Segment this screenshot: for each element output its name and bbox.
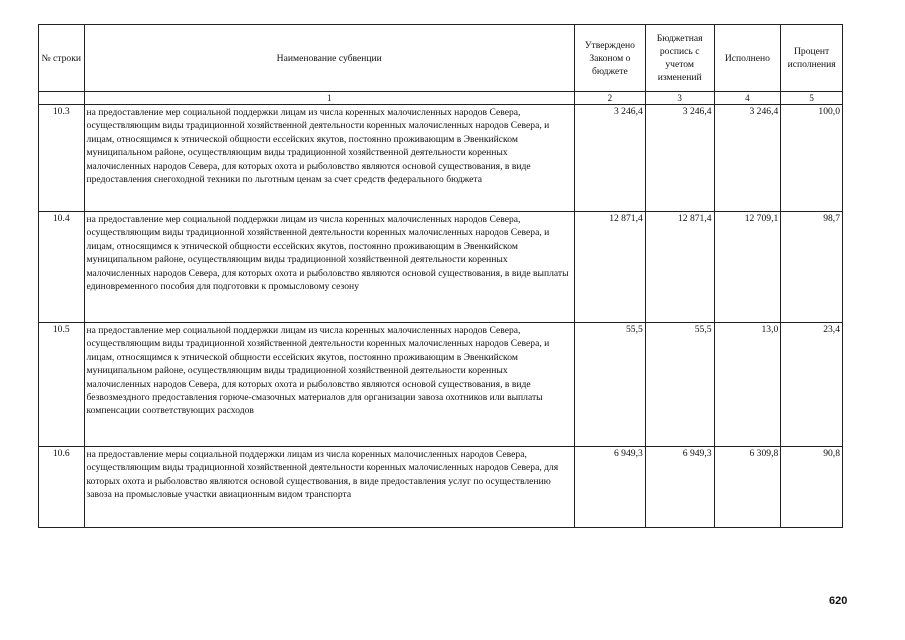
schedule-value: 12 871,4 <box>645 212 714 323</box>
row-number: 10.5 <box>39 323 85 447</box>
executed-value: 13,0 <box>714 323 781 447</box>
column-number: 5 <box>781 92 843 105</box>
percent-value: 23,4 <box>781 323 843 447</box>
table-row <box>39 105 843 212</box>
percent-value: 90,8 <box>781 447 843 528</box>
schedule-value: 55,5 <box>645 323 714 447</box>
subvention-name: на предоставление меры социальной поддержки лицам из числа коренных малочисленных народов Севера, осуществляющим виды традиционной хозяйственной деятельности коренных малочисленных народов Севера, для которых охота и рыболовство являются основой существования, в виде предоставления услуг по осуществлению завоза на промысловые участки авиационным видом транспорта <box>84 447 574 528</box>
table-header-row <box>39 25 843 92</box>
column-number <box>39 92 85 105</box>
executed-value: 6 309,8 <box>714 447 781 528</box>
header-subvention-name: Наименование субвенции <box>84 25 574 92</box>
header-row-number: № строки <box>39 25 85 92</box>
subvention-name: на предоставление мер социальной поддержки лицам из числа коренных малочисленных народов Севера, осуществляющим виды традиционной хозяйственной деятельности коренных малочисленных народов Севера, и лицам, относящимся к этнической общности ессейских якутов, постоянно проживающим в Эвенкийском муниципальном районе, осуществляющим виды традиционной хозяйственной деятельности коренных малочисленных народов Севера, для которых охота и рыболовство являются основой существования, в виде предоставления снегоходной техники по льготным ценам за счет средств федерального бюджета <box>84 105 574 212</box>
approved-value: 12 871,4 <box>574 212 645 323</box>
percent-value: 100,0 <box>781 105 843 212</box>
page-number: 620 <box>829 595 848 607</box>
executed-value: 12 709,1 <box>714 212 781 323</box>
approved-value: 3 246,4 <box>574 105 645 212</box>
subvention-name: на предоставление мер социальной поддержки лицам из числа коренных малочисленных народов Севера, осуществляющим виды традиционной хозяйственной деятельности коренных малочисленных народов Севера, и лицам, относящимся к этнической общности ессейских якутов, постоянно проживающим в Эвенкийском муниципальном районе, осуществляющим виды традиционной хозяйственной деятельности коренных малочисленных народов Севера, для которых охота и рыболовство являются основой существования, в виде безвозмездного предоставления горюче-смазочных материалов для организации завоза охотников или выплаты компенсации соответствующих расходов <box>84 323 574 447</box>
schedule-value: 3 246,4 <box>645 105 714 212</box>
table-row <box>39 323 843 447</box>
row-number: 10.6 <box>39 447 85 528</box>
column-number: 1 <box>84 92 574 105</box>
column-number-row <box>39 92 843 105</box>
table-row <box>39 447 843 528</box>
executed-value: 3 246,4 <box>714 105 781 212</box>
approved-value: 55,5 <box>574 323 645 447</box>
schedule-value: 6 949,3 <box>645 447 714 528</box>
row-number: 10.4 <box>39 212 85 323</box>
header-approved: Утверждено Законом о бюджете <box>574 25 645 92</box>
header-executed: Исполнено <box>714 25 781 92</box>
column-number: 2 <box>574 92 645 105</box>
column-number: 4 <box>714 92 781 105</box>
table-row <box>39 212 843 323</box>
subvention-table <box>38 24 843 528</box>
subvention-name: на предоставление мер социальной поддержки лицам из числа коренных малочисленных народов Севера, осуществляющим виды традиционной хозяйственной деятельности коренных малочисленных народов Севера, и лицам, относящимся к этнической общности ессейских якутов, постоянно проживающим в Эвенкийском муниципальном районе, осуществляющим виды традиционной хозяйственной деятельности коренных малочисленных народов Севера, для которых охота и рыболовство являются основой существования, в виде выплаты единовременного пособия для подготовки к промысловому сезону <box>84 212 574 323</box>
approved-value: 6 949,3 <box>574 447 645 528</box>
header-percent: Процент исполнения <box>781 25 843 92</box>
row-number: 10.3 <box>39 105 85 212</box>
column-number: 3 <box>645 92 714 105</box>
percent-value: 98,7 <box>781 212 843 323</box>
header-budget-schedule: Бюджетная роспись с учетом изменений <box>645 25 714 92</box>
